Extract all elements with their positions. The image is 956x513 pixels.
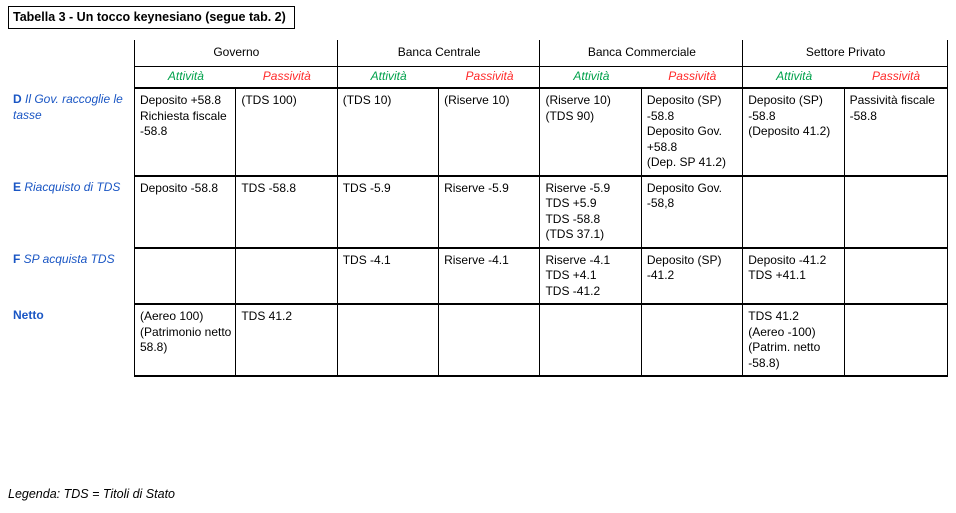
row-title-d: Il Gov. raccoglie le tasse — [13, 92, 123, 122]
cell-line: Deposito +58.8 — [139, 93, 222, 107]
cell-line: (Patrimonio netto — [139, 324, 232, 339]
row-letter-netto: Netto — [13, 308, 44, 322]
table-row — [8, 88, 948, 176]
cell-d-bcomm-attivita — [540, 88, 641, 176]
row-title-e: Riacquisto di TDS — [24, 179, 121, 194]
cell-f-governo-attivita — [134, 248, 235, 305]
cell-d-bc-passivita — [439, 88, 540, 176]
cell-d-bcomm-passivita — [641, 88, 742, 176]
row-letter-d: D — [13, 92, 25, 106]
row-label-f — [8, 248, 134, 305]
cell-d-governo-passivita — [236, 88, 337, 176]
cell-line: Deposito -58.8 — [139, 180, 219, 195]
cell-line: TDS +41.1 — [748, 268, 806, 282]
cell-d-sp-attivita — [743, 88, 844, 176]
table-title: Tabella 3 - Un tocco keynesiano (segue tab. 2) — [8, 6, 295, 29]
cell-e-bc-passivita — [439, 176, 540, 248]
row-letter-f: F — [13, 251, 24, 266]
cell-line: (Aereo -100) — [748, 324, 816, 339]
cell-line: +58.8 — [646, 139, 678, 154]
cell-e-bc-attivita — [337, 176, 438, 248]
cell-line: Riserve -5.9 — [444, 180, 509, 195]
table-header-groups — [8, 40, 948, 66]
cell-f-bcomm-attivita — [540, 248, 641, 305]
table-row — [8, 304, 948, 376]
row-label-netto — [8, 304, 134, 376]
cell-line: TDS +5.9 — [545, 196, 597, 210]
cell-netto-sp-passivita — [844, 304, 947, 376]
cell-netto-bcomm-attivita — [540, 304, 641, 376]
cell-line: Deposito -41.2 — [748, 252, 827, 267]
cell-line: TDS -58.8 — [241, 180, 297, 195]
cell-netto-bc-passivita — [439, 304, 540, 376]
cell-line: 58.8) — [139, 340, 168, 354]
header-governo-attivita: Attività — [134, 66, 235, 88]
cell-line: Deposito Gov. — [646, 124, 722, 138]
cell-f-bc-attivita — [337, 248, 438, 305]
cell-line: -58.8) — [748, 355, 780, 370]
cell-line: (Dep. SP 41.2) — [646, 155, 726, 169]
cell-f-bcomm-passivita — [641, 248, 742, 305]
cell-netto-bcomm-passivita — [641, 304, 742, 376]
cell-line: TDS -58.8 — [545, 211, 601, 226]
cell-line: (Patrim. netto — [748, 340, 821, 354]
header-bc-attivita: Attività — [337, 66, 438, 88]
cell-line: (Deposito 41.2) — [748, 124, 831, 138]
cell-f-sp-attivita — [743, 248, 844, 305]
cell-line: (TDS 90) — [545, 108, 595, 123]
cell-netto-governo-attivita — [134, 304, 235, 376]
cell-line: Deposito (SP) — [646, 93, 722, 107]
cell-line: TDS -41.2 — [545, 283, 601, 298]
balance-sheet-table — [8, 40, 948, 377]
header-bcomm-attivita: Attività — [540, 66, 641, 88]
cell-line: -58.8 — [139, 124, 168, 138]
cell-e-governo-attivita — [134, 176, 235, 248]
cell-line: (TDS 10) — [342, 93, 392, 107]
row-letter-e: E — [13, 179, 25, 194]
table-container — [8, 40, 948, 377]
cell-line: -58.8 — [748, 108, 776, 123]
cell-line: Riserve -5.9 — [545, 180, 611, 195]
cell-line: (Aereo 100) — [139, 309, 204, 323]
cell-netto-sp-attivita — [743, 304, 844, 376]
cell-line: -58.8 — [646, 108, 675, 123]
cell-line: (TDS 100) — [241, 93, 297, 107]
table-row — [8, 248, 948, 305]
header-group-settore-privato: Settore Privato — [743, 40, 948, 66]
cell-netto-bc-attivita — [337, 304, 438, 376]
header-group-governo: Governo — [134, 40, 337, 66]
cell-line: Riserve -4.1 — [444, 252, 509, 267]
cell-e-sp-attivita — [743, 176, 844, 248]
cell-line: TDS -4.1 — [342, 252, 391, 267]
cell-line: TDS 41.2 — [748, 309, 799, 323]
cell-line: Deposito Gov. — [646, 180, 722, 195]
table-header-subcolumns — [8, 66, 948, 88]
cell-netto-governo-passivita — [236, 304, 337, 376]
row-label-d — [8, 88, 134, 176]
table-legend: Legenda: TDS = Titoli di Stato — [8, 487, 175, 501]
cell-d-governo-attivita — [134, 88, 235, 176]
cell-line: -58,8 — [646, 196, 675, 210]
cell-line: -41.2 — [646, 268, 675, 282]
cell-e-governo-passivita — [236, 176, 337, 248]
cell-line: TDS +4.1 — [545, 268, 597, 282]
cell-e-sp-passivita — [844, 176, 947, 248]
cell-line: Riserve -4.1 — [545, 252, 611, 267]
cell-f-bc-passivita — [439, 248, 540, 305]
cell-d-sp-passivita — [844, 88, 947, 176]
cell-line: (TDS 37.1) — [545, 227, 605, 241]
cell-line: Deposito (SP) — [646, 252, 722, 267]
header-corner-empty-2 — [8, 66, 134, 88]
header-corner-empty — [8, 40, 134, 66]
header-sp-passivita: Passività — [844, 66, 947, 88]
cell-e-bcomm-attivita — [540, 176, 641, 248]
header-bc-passivita: Passività — [439, 66, 540, 88]
header-sp-attivita: Attività — [743, 66, 844, 88]
cell-e-bcomm-passivita — [641, 176, 742, 248]
cell-f-sp-passivita — [844, 248, 947, 305]
cell-line: Deposito (SP) — [748, 93, 823, 107]
cell-line: -58.8 — [849, 108, 877, 123]
header-group-banca-commerciale: Banca Commerciale — [540, 40, 743, 66]
header-group-banca-centrale: Banca Centrale — [337, 40, 540, 66]
cell-line: Passività fiscale — [849, 93, 935, 107]
cell-line: Richiesta fiscale — [139, 108, 227, 123]
cell-d-bc-attivita — [337, 88, 438, 176]
cell-f-governo-passivita — [236, 248, 337, 305]
header-governo-passivita: Passività — [236, 66, 337, 88]
cell-line: (Riserve 10) — [545, 93, 611, 107]
header-bcomm-passivita: Passività — [641, 66, 742, 88]
row-label-e — [8, 176, 134, 248]
cell-line: (Riserve 10) — [444, 93, 510, 107]
row-title-f: SP acquista TDS — [23, 251, 115, 266]
table-row — [8, 176, 948, 248]
cell-line: TDS 41.2 — [241, 309, 293, 323]
cell-line: TDS -5.9 — [342, 180, 391, 195]
